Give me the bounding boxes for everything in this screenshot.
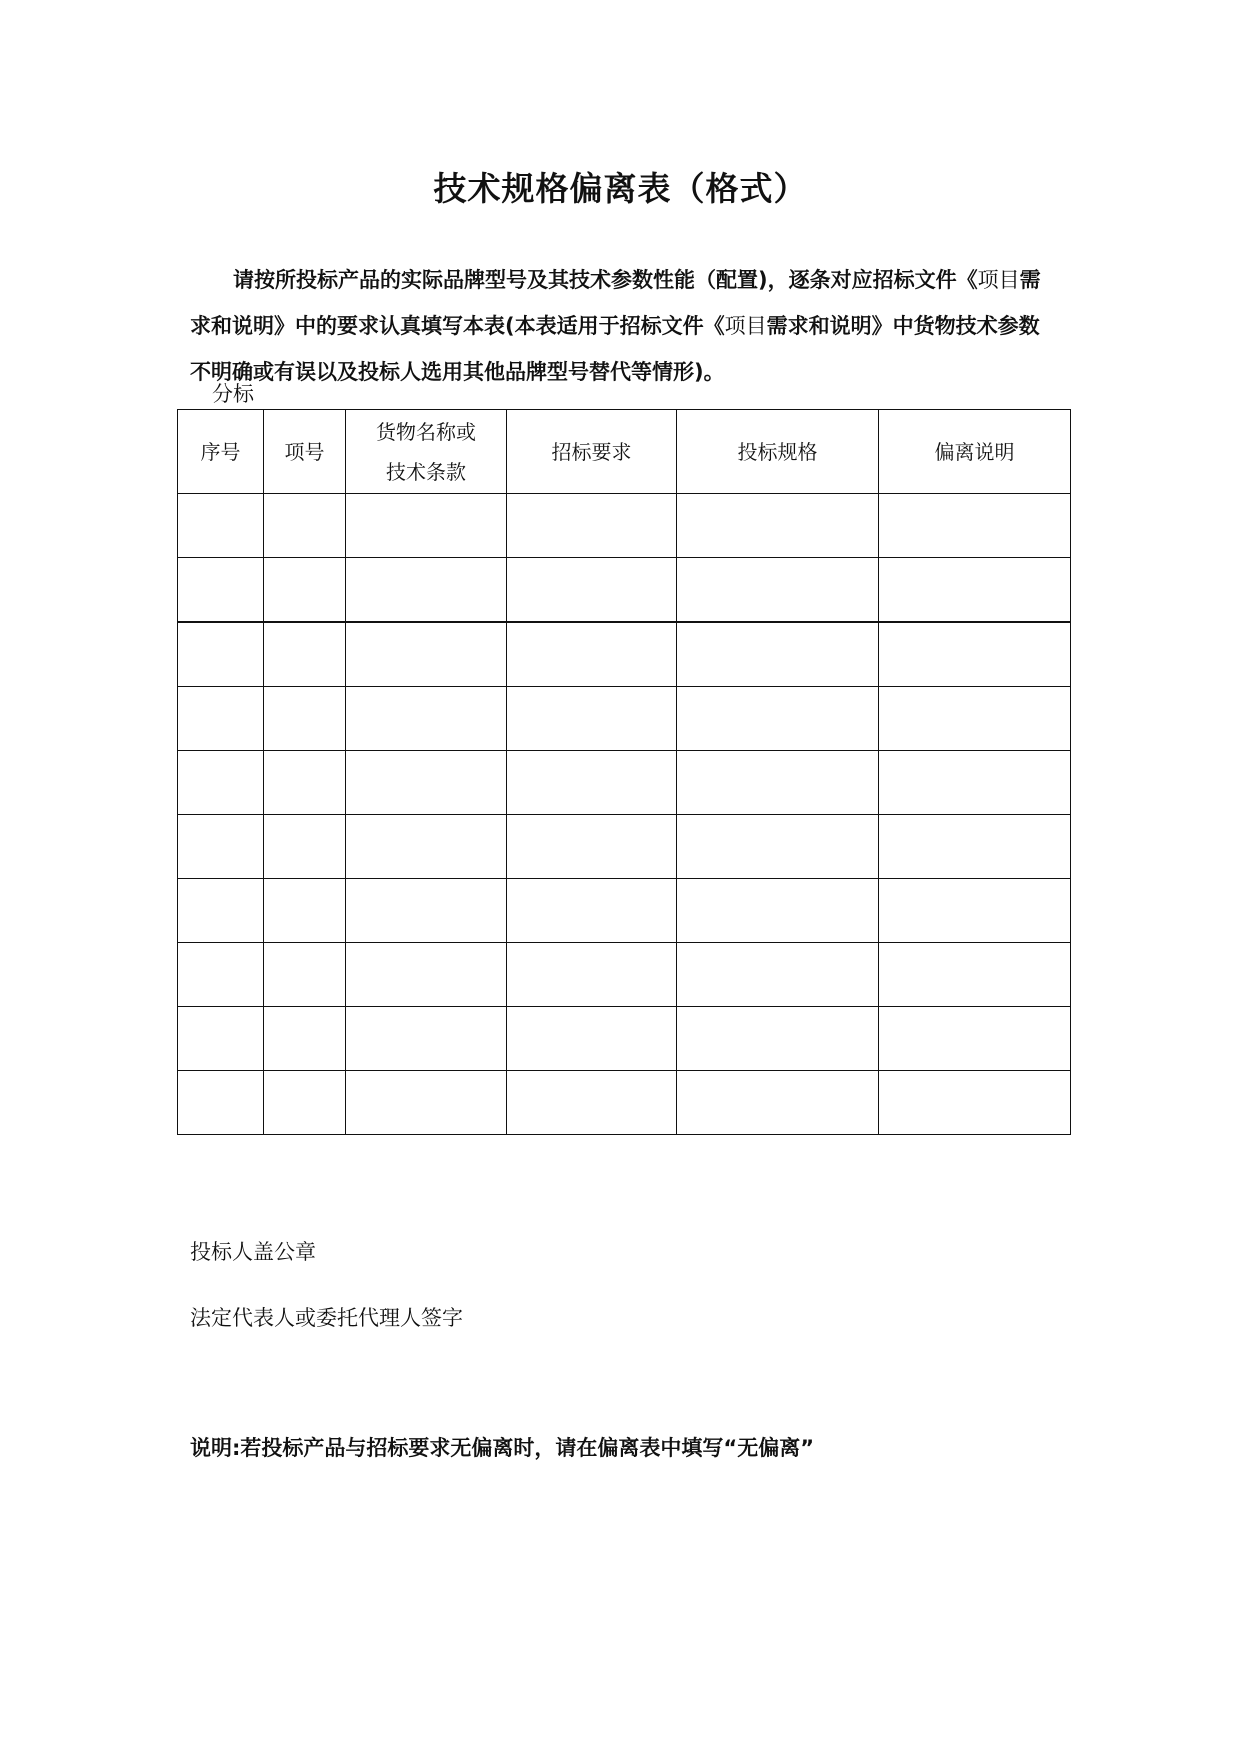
note-text: 说明:若投标产品与招标要求无偏离时，请在偏离表中填写“无偏离” (190, 1436, 814, 1460)
cell-seq[interactable] (178, 1071, 264, 1135)
cell-tender-requirement[interactable] (507, 1071, 677, 1135)
cell-tender-requirement[interactable] (507, 622, 677, 687)
cell-bid-spec[interactable] (677, 815, 879, 879)
intro-project-2: 项目 (724, 314, 767, 338)
cell-bid-spec[interactable] (677, 558, 879, 623)
cell-seq[interactable] (178, 622, 264, 687)
cell-bid-spec[interactable] (677, 943, 879, 1007)
table-row (178, 622, 1071, 687)
cell-item-no[interactable] (264, 879, 346, 943)
table-row (178, 751, 1071, 815)
cell-bid-spec[interactable] (677, 751, 879, 815)
cell-bid-spec[interactable] (677, 1071, 879, 1135)
cell-bid-spec[interactable] (677, 687, 879, 751)
table-row (178, 558, 1071, 623)
table-row (178, 943, 1071, 1007)
cell-deviation[interactable] (879, 879, 1071, 943)
cell-bid-spec[interactable] (677, 494, 879, 558)
cell-item-no[interactable] (264, 1007, 346, 1071)
cell-goods[interactable] (346, 943, 507, 1007)
page-title: 技术规格偏离表（格式） (433, 169, 808, 208)
table-row (178, 1071, 1071, 1135)
cell-seq[interactable] (178, 494, 264, 558)
lot-label: 分标 (212, 382, 254, 406)
cell-goods[interactable] (346, 494, 507, 558)
intro-text-2: 需求和说明》中的要求认真填写本表(本表适用于招标文件《 (190, 268, 1041, 338)
table-row (178, 1007, 1071, 1071)
cell-seq[interactable] (178, 1007, 264, 1071)
cell-deviation[interactable] (879, 687, 1071, 751)
header-bid-spec: 投标规格 (677, 410, 879, 494)
cell-tender-requirement[interactable] (507, 1007, 677, 1071)
table-body (178, 494, 1071, 1135)
cell-seq[interactable] (178, 751, 264, 815)
deviation-table (177, 409, 1071, 1135)
cell-tender-requirement[interactable] (507, 879, 677, 943)
cell-goods[interactable] (346, 1007, 507, 1071)
cell-bid-spec[interactable] (677, 1007, 879, 1071)
header-deviation: 偏离说明 (879, 410, 1071, 494)
intro-text-1: 请按所投标产品的实际品牌型号及其技术参数性能（配置)，逐条对应招标文件《 (233, 268, 978, 292)
cell-seq[interactable] (178, 879, 264, 943)
cell-goods[interactable] (346, 558, 507, 623)
header-goods (346, 410, 507, 494)
header-seq: 序号 (178, 410, 264, 494)
cell-goods[interactable] (346, 751, 507, 815)
table-row (178, 879, 1071, 943)
cell-deviation[interactable] (879, 622, 1071, 687)
bidder-seal-label: 投标人盖公章 (190, 1240, 316, 1264)
table-row (178, 687, 1071, 751)
representative-signature-label: 法定代表人或委托代理人签字 (190, 1306, 463, 1330)
table-header-row (178, 410, 1071, 494)
cell-deviation[interactable] (879, 751, 1071, 815)
cell-seq[interactable] (178, 815, 264, 879)
cell-item-no[interactable] (264, 687, 346, 751)
cell-tender-requirement[interactable] (507, 687, 677, 751)
cell-item-no[interactable] (264, 622, 346, 687)
cell-deviation[interactable] (879, 558, 1071, 623)
header-goods-line2: 技术条款 (386, 459, 466, 484)
cell-tender-requirement[interactable] (507, 815, 677, 879)
header-tender-requirement: 招标要求 (507, 410, 677, 494)
header-goods-line1: 货物名称或 (376, 419, 476, 444)
cell-tender-requirement[interactable] (507, 943, 677, 1007)
cell-bid-spec[interactable] (677, 622, 879, 687)
cell-deviation[interactable] (879, 1071, 1071, 1135)
intro-paragraph (190, 257, 1060, 395)
cell-goods[interactable] (346, 815, 507, 879)
cell-deviation[interactable] (879, 943, 1071, 1007)
cell-seq[interactable] (178, 558, 264, 623)
cell-item-no[interactable] (264, 751, 346, 815)
cell-goods[interactable] (346, 1071, 507, 1135)
cell-tender-requirement[interactable] (507, 494, 677, 558)
table-row (178, 494, 1071, 558)
intro-project-1: 项目 (977, 268, 1020, 292)
table-row (178, 815, 1071, 879)
intro-text-3: 需求和说明》中货物技术参数不明确或有误以及投标人选用其他品牌型号替代等情形)。 (190, 314, 1040, 384)
cell-item-no[interactable] (264, 494, 346, 558)
cell-item-no[interactable] (264, 1071, 346, 1135)
cell-deviation[interactable] (879, 815, 1071, 879)
cell-deviation[interactable] (879, 494, 1071, 558)
cell-goods[interactable] (346, 879, 507, 943)
cell-item-no[interactable] (264, 558, 346, 623)
cell-seq[interactable] (178, 943, 264, 1007)
cell-bid-spec[interactable] (677, 879, 879, 943)
cell-deviation[interactable] (879, 1007, 1071, 1071)
cell-tender-requirement[interactable] (507, 558, 677, 623)
cell-goods[interactable] (346, 687, 507, 751)
cell-item-no[interactable] (264, 943, 346, 1007)
cell-seq[interactable] (178, 687, 264, 751)
header-item-no: 项号 (264, 410, 346, 494)
cell-item-no[interactable] (264, 815, 346, 879)
cell-goods[interactable] (346, 622, 507, 687)
cell-tender-requirement[interactable] (507, 751, 677, 815)
